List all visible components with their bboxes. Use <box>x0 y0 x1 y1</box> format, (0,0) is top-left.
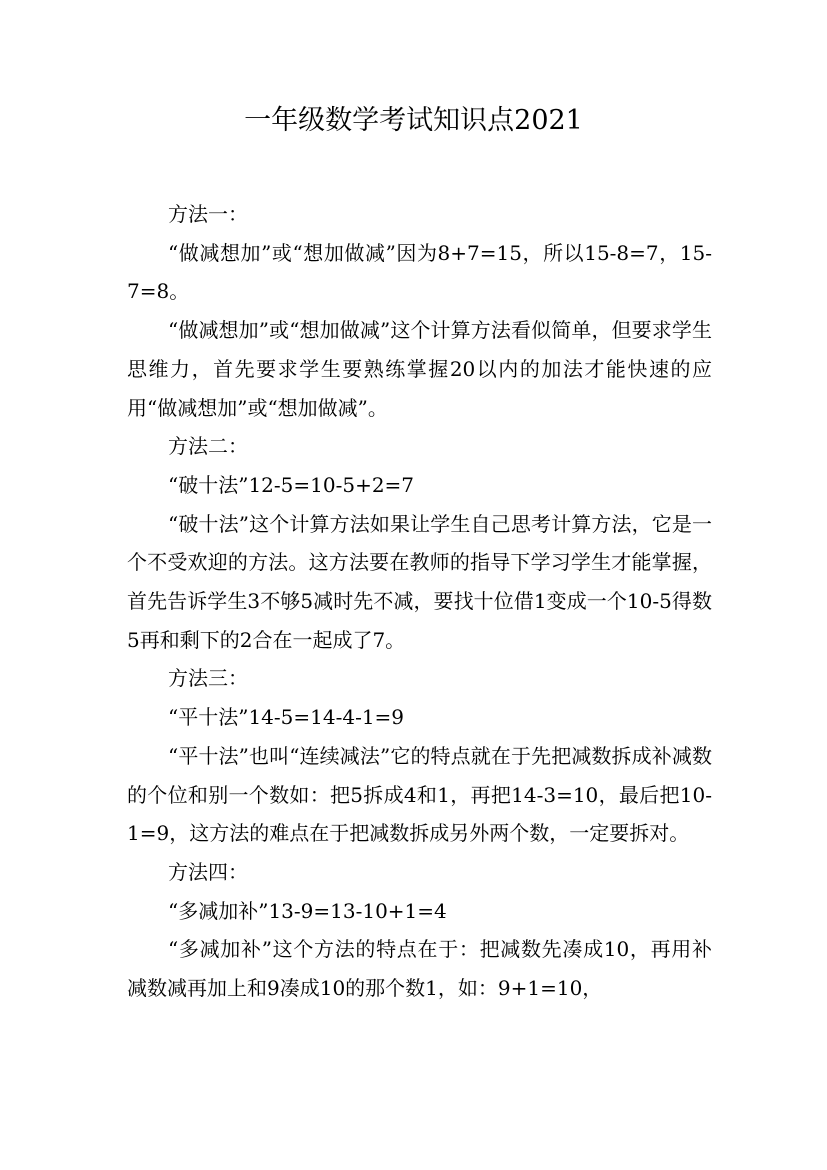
document-body <box>127 195 712 1008</box>
document-title: 一年级数学考试知识点2021 <box>244 105 583 136</box>
method-four-example: “多减加补”13-9=13-10+1=4 <box>168 898 447 923</box>
method-three-explanation: “平十法”也叫“连续减法”它的特点就在于先把减数拆成补减数的个位和别一个数如：把5拆成4和1，再把14-3=10，最后把10-1=9，这方法的难点在于把减数拆成另外两个数，一定要拆对。 <box>127 743 712 846</box>
method-three-example: “平十法”14-5=14-4-1=9 <box>168 705 405 730</box>
method-two-explanation: “破十法”这个计算方法如果让学生自己思考计算方法，它是一个不受欢迎的方法。这方法要在教师的指导下学习学生才能掌握，首先告诉学生3不够5减时先不减，要找十位借1变成一个10-5得数5再和剩下的2合在一起成了7。 <box>127 511 712 652</box>
method-one-explanation: “做减想加”或“想加做减”这个计算方法看似简单，但要求学生思维力，首先要求学生要熟练掌握20以内的加法才能快速的应用“做减想加”或“想加做减”。 <box>127 318 712 420</box>
method-one-example: “做减想加”或“想加做减”因为8+7=15，所以15-8=7，15-7=8。 <box>127 240 712 304</box>
method-four-heading: 方法四： <box>168 859 248 884</box>
method-four-explanation: “多减加补”这个方法的特点在于：把减数先凑成10，再用补减数减再加上和9凑成10的那个数1，如：9+1=10， <box>127 937 712 1001</box>
method-two-heading: 方法二： <box>168 434 248 459</box>
method-one-heading: 方法一： <box>168 202 248 226</box>
method-three-heading: 方法三： <box>168 666 248 691</box>
method-two-example: “破十法”12-5=10-5+2=7 <box>168 472 415 497</box>
